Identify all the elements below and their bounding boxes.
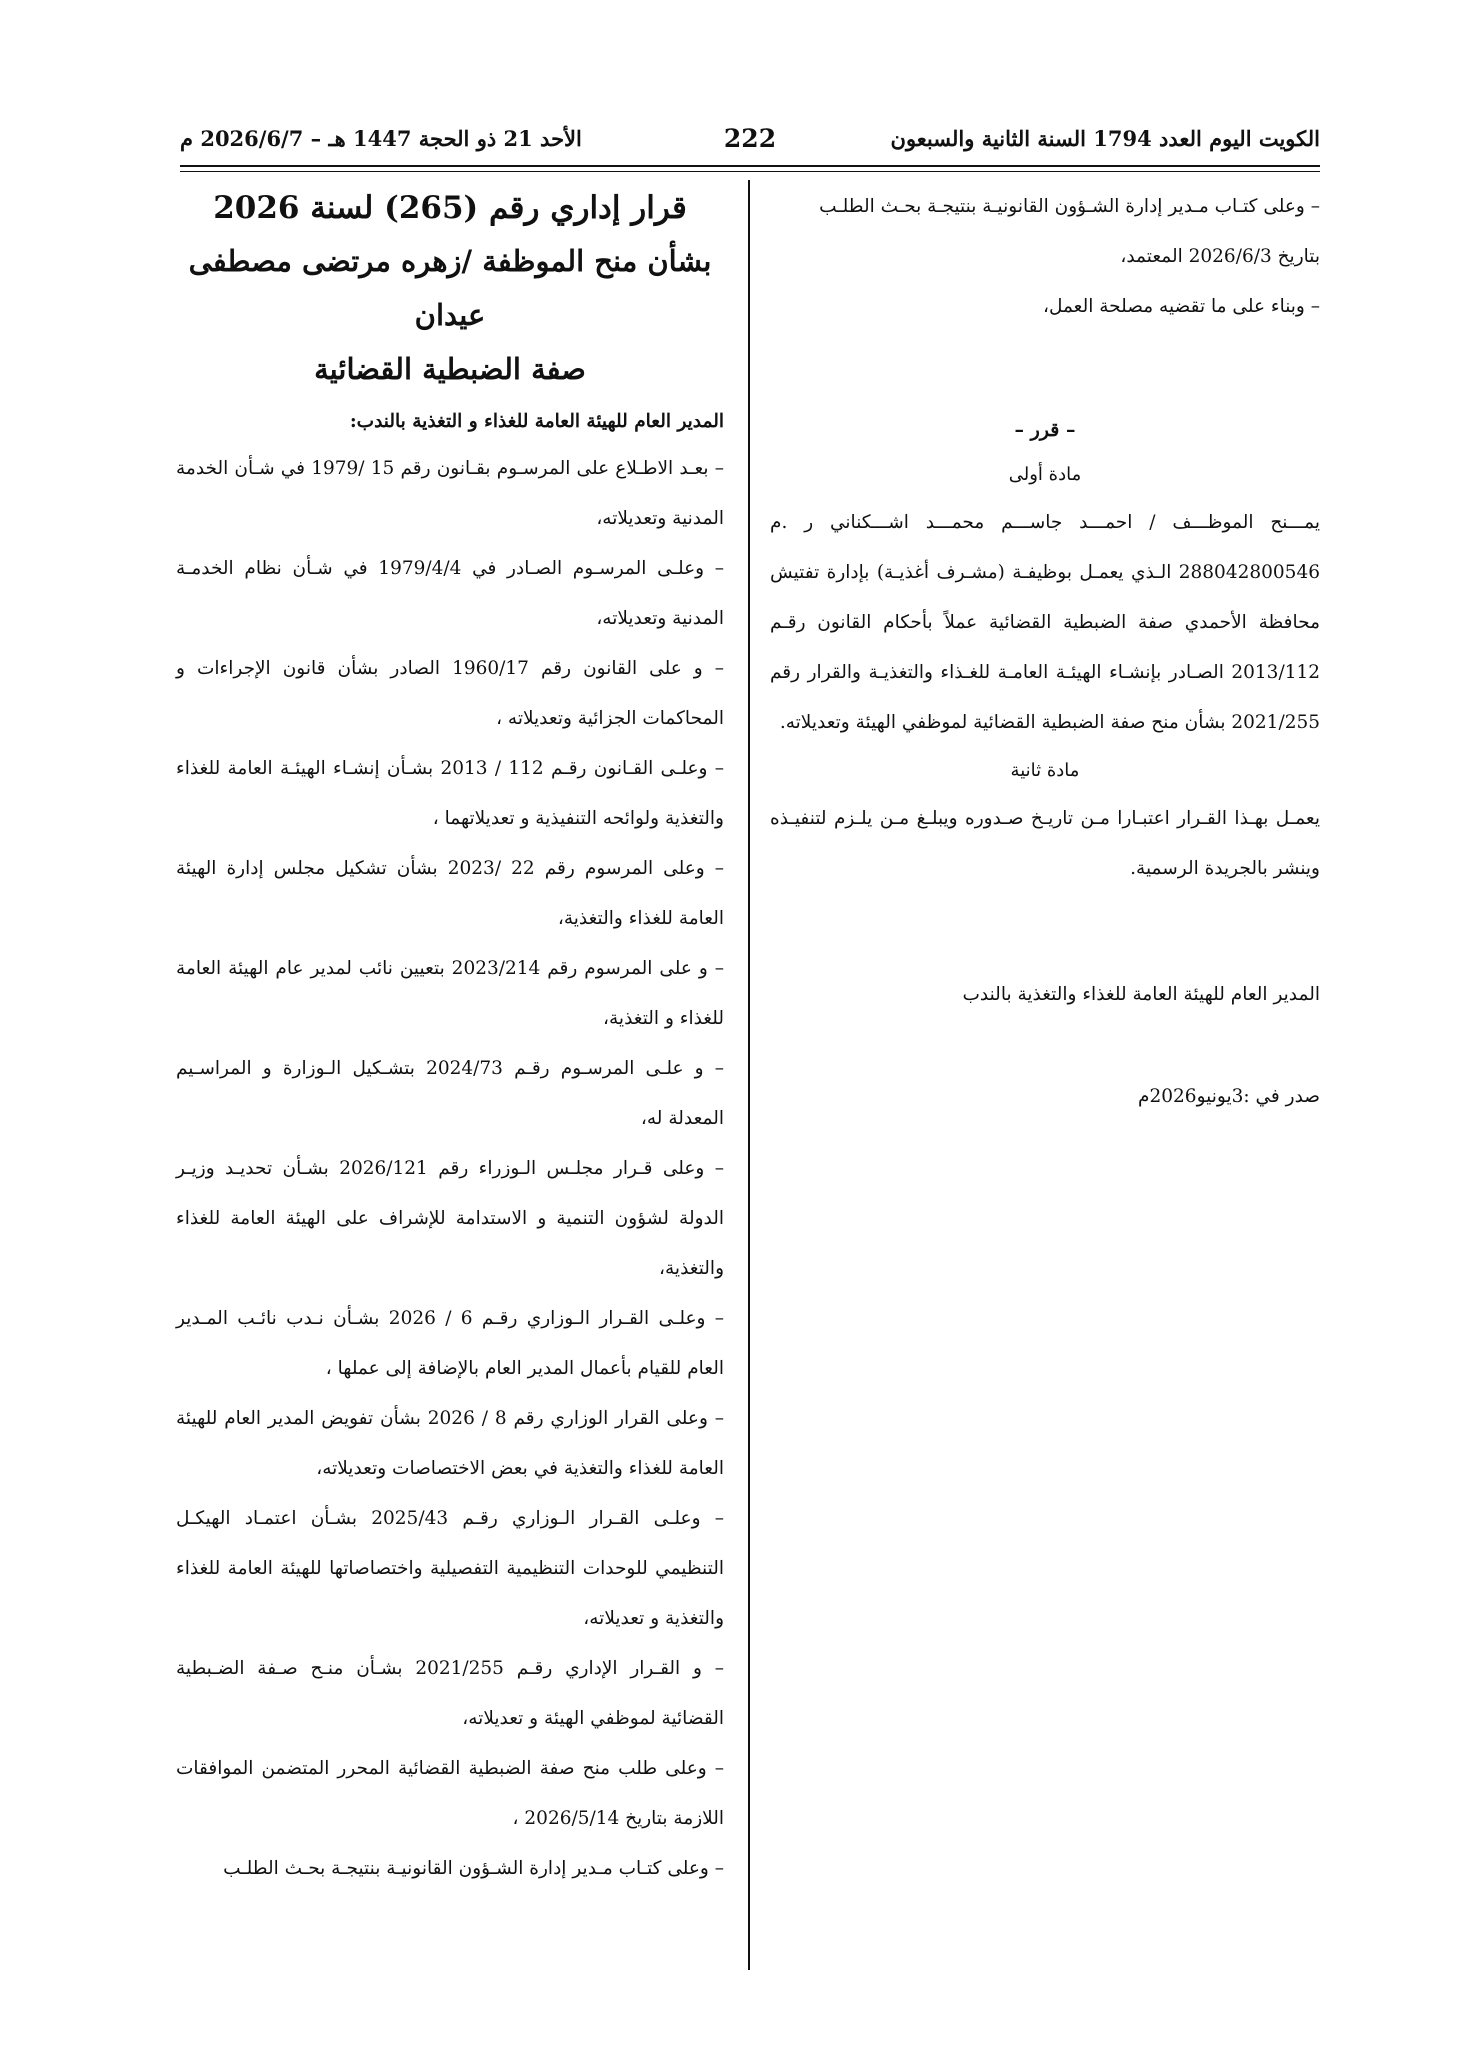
preamble-paragraph: – وعلـى المرسـوم الصـادر في 1979/4/4 في شـأن نظام الخدمـة المدنية وتعديلاته، xyxy=(176,558,724,629)
paragraph: بتاريخ 2026/6/3 المعتمد، xyxy=(1120,246,1320,267)
left-column xyxy=(176,182,724,1894)
continuation-paragraph: – وعلى كتـاب مـدير إدارة الشـؤون القانونيـة بنتيجـة بحـث الطلـب xyxy=(819,196,1320,217)
header-date: الأحد 21 ذو الحجة 1447 هـ – 2026/6/7 م xyxy=(180,125,582,151)
decision-heading: – قرر – xyxy=(1014,419,1076,441)
decision-title: قرار إداري رقم (265) لسنة 2026 xyxy=(213,190,687,226)
signature: المدير العام للهيئة العامة للغذاء والتغذية بالندب xyxy=(962,984,1320,1005)
preamble-paragraph: – و على المرسوم رقم 2023/214 بتعيين نائب لمدير عام الهيئة العامة للغذاء و التغذية، xyxy=(176,958,724,1029)
column-divider xyxy=(748,180,750,1970)
preamble-paragraph: – و علـى المرسـوم رقـم 2024/73 بتشـكيل الـوزارة و المراسـيم المعدلة له، xyxy=(176,1058,725,1129)
right-column-body xyxy=(770,182,1320,1122)
preamble-paragraph: – وعلى قـرار مجلـس الـوزراء رقم 2026/121 بشـأن تحديـد وزيـر الدولة لشؤون التنمية و الاستدامة للإشراف على الهيئة العامة للغذاء والتغذية، xyxy=(176,1158,724,1279)
article-1-text: يمـــنح الموظـــف / احمـــد جاســـم محمـــد اشـــكناني ر .م 288042800546 الـذي يعمـل بوظيفـة (مشـرف أغذيـة) بإدارة تفتيش محافظة الأحمدي صفة الضبطية القضائية عملاً بأحكام القانون رقـم 2013/112 الصـادر بإنشـاء الهيئـة العامـة للغـذاء والتغذيـة والقرار رقم 2021/255 بشأن منح صفة الضبطية القضائية لموظفي الهيئة وتعديلاته. xyxy=(770,512,1320,733)
preamble-paragraph: – وعلى كتـاب مـدير إدارة الشـؤون القانونيـة بنتيجـة بحـث الطلـب xyxy=(223,1858,724,1879)
issue-date: صدر في :3يونيو2026م xyxy=(1138,1086,1320,1107)
preamble-paragraph: – بعـد الاطـلاع على المرسـوم بقـانون رقم 15 /1979 في شـأن الخدمة المدنية وتعديلاته، xyxy=(176,458,725,529)
decision-subtitle-2: صفة الضبطية القضائية xyxy=(314,352,586,386)
page-header xyxy=(180,118,1320,158)
preamble-paragraph: – و القـرار الإداري رقـم 2021/255 بشـأن منـح صـفة الضـبطية القضائية لموظفي الهيئة و تعديلاته، xyxy=(176,1658,725,1729)
preamble-paragraph: – وعلى القرار الوزاري رقم 8 / 2026 بشأن تفويض المدير العام للهيئة العامة للغذاء والتغذية في بعض الاختصاصات وتعديلاته، xyxy=(176,1408,725,1479)
preamble-paragraph: – وعلـى القـانون رقـم 112 / 2013 بشـأن إنشـاء الهيئـة العامة للغذاء والتغذية ولوائحه التنفيذية و تعديلاتهما ، xyxy=(176,758,724,829)
header-rule xyxy=(180,165,1320,167)
preamble-paragraph: – وعلـى القـرار الـوزاري رقـم 2025/43 بشـأن اعتمـاد الهيكـل التنظيمي للوحدات التنظيمية التفصيلية واختصاصاتها للهيئة العامة للغذاء والتغذية و تعديلاته، xyxy=(176,1508,724,1629)
article-2-heading: مادة ثانية xyxy=(1010,760,1080,781)
issuer-line: المدير العام للهيئة العامة للغذاء و التغذية بالندب: xyxy=(349,411,724,432)
preamble-paragraph: – و على القانون رقم 1960/17 الصادر بشأن قانون الإجراءات و المحاكمات الجزائية وتعديلاته ، xyxy=(176,658,724,729)
article-2-text: يعمـل بهـذا القـرار اعتبـارا مـن تاريـخ صـدوره ويبلـغ مـن يلـزم لتنفيـذه وينشر بالجريدة الرسمية. xyxy=(770,808,1320,879)
page-number: 222 xyxy=(723,123,777,153)
decision-subtitle: بشأن منح الموظفة /زهره مرتضى مصطفى عيدان xyxy=(188,244,712,332)
header-rule-thin xyxy=(180,171,1320,172)
header-gazette-issue: الكويت اليوم العدد 1794 السنة الثانية والسبعون xyxy=(890,125,1320,151)
preamble-paragraph: – وعلى طلب منح صفة الضبطية القضائية المحرر المتضمن الموافقات اللازمة بتاريخ 2026/5/14 ، xyxy=(176,1758,724,1829)
preamble-paragraph: – وعلى المرسوم رقم 22 /2023 بشأن تشكيل مجلس إدارة الهيئة العامة للغذاء والتغذية، xyxy=(176,858,724,929)
article-1-heading: مادة أولى xyxy=(1008,464,1082,485)
paragraph: – وبناء على ما تقضيه مصلحة العمل، xyxy=(1042,296,1320,317)
preamble-paragraph: – وعلـى القـرار الـوزاري رقـم 6 / 2026 بشـأن نـدب نائـب المـدير العام للقيام بأعمال المدير العام بالإضافة إلى عملها ، xyxy=(176,1308,724,1379)
